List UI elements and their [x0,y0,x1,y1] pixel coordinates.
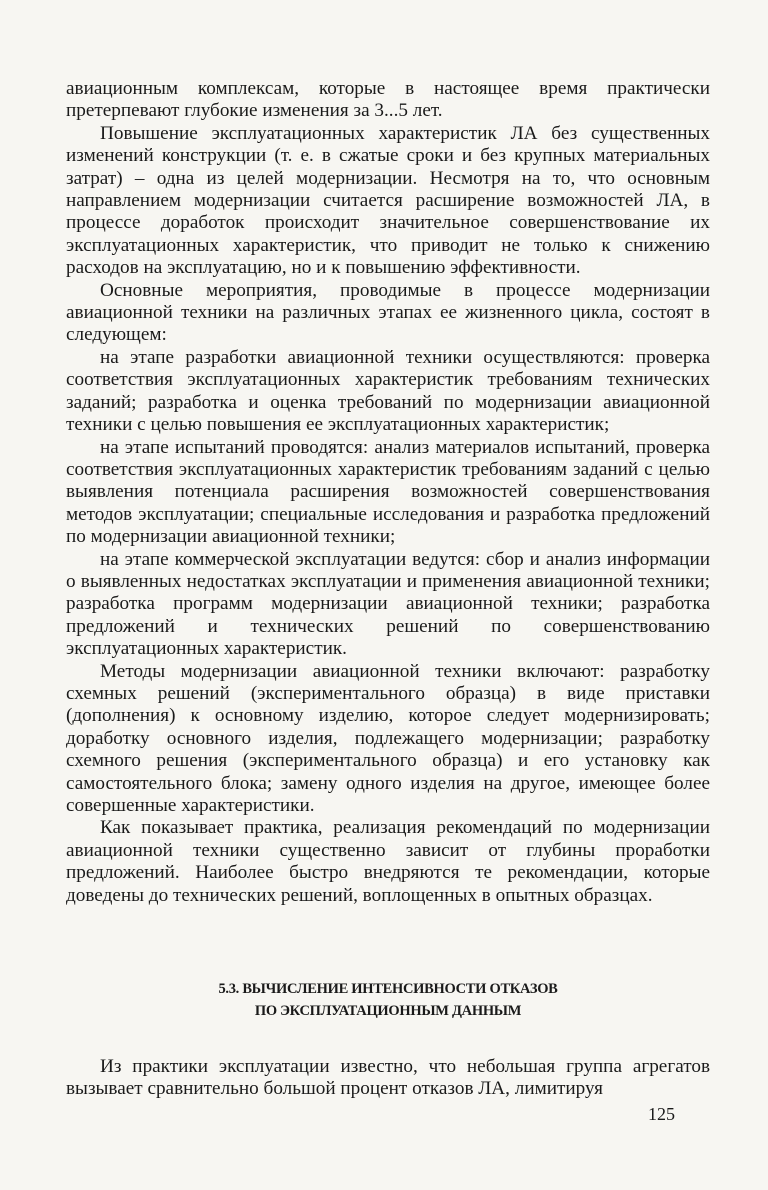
body-text [66,78,710,907]
paragraph-main-measures: Основные мероприятия, проводимые в процессе модернизации авиационной техники на различных этапах ее жизненного цикла, состоят в следующем: [66,279,710,346]
paragraph-continuation: авиационным комплексам, которые в настоящее время практически претерпевают глубокие изменения за 3...5 лет. [66,78,710,122]
list-item-development-stage: на этапе разработки авиационной техники осуществляются: проверка соответствия эксплуатационных характеристик требованиям технических заданий; разработка и оценка требований по модернизации авиационной техники с целью повышения ее эксплуатационных характеристик; [66,346,710,436]
list-item-commercial-stage: на этапе коммерческой эксплуатации ведутся: сбор и анализ информации о выявленных недостатках эксплуатации и применения авиационной техники; разработка программ модернизации авиационной техники; разработка предложений и технических решений по совершенствованию эксплуатационных характеристик. [66,548,710,660]
section-heading-line-1: 5.3. ВЫЧИСЛЕНИЕ ИНТЕНСИВНОСТИ ОТКАЗОВ [218,981,558,997]
paragraph-modernization-goal: Повышение эксплуатационных характеристик ЛА без существенных изменений конструкции (т. е. в сжатые сроки и без крупных материальных затрат) – одна из целей модернизации. Несмотря на то, что основным направлением модернизации считается расширение возможностей ЛА, в процессе доработок происходит значительное совершенствование их эксплуатационных характеристик, что приводит не только к снижению расходов на эксплуатацию, но и к повышению эффективности. [66,122,710,279]
list-item-testing-stage: на этапе испытаний проводятся: анализ материалов испытаний, проверка соответствия эксплуатационных характеристик требованиям заданий с целью выявления потенциала расширения возможностей совершенствования методов эксплуатации; специальные исследования и разработка предложений по модернизации авиационной техники; [66,436,710,548]
paragraph-modernization-methods: Методы модернизации авиационной техники включают: разработку схемных решений (экспериментального образца) в виде приставки (дополнения) к основному изделию, которое следует модернизировать; доработку основного изделия, подлежащего модернизации; разработку схемного решения (экспериментального образца) и его установку как самостоятельного блока; замену одного изделия на другое, имеющее более совершенные характеристики. [66,660,710,816]
section-heading-line-2: ПО ЭКСПЛУАТАЦИОННЫМ ДАННЫМ [254,1003,522,1019]
page-number: 125 [648,1104,675,1124]
paragraph-section-intro: Из практики эксплуатации известно, что небольшая группа агрегатов вызывает сравнительно большой процент отказов ЛА, лимитируя [66,1056,710,1100]
section-heading [66,978,710,1022]
paragraph-practice: Как показывает практика, реализация рекомендаций по модернизации авиационной техники существенно зависит от глубины проработки предложений. Наиболее быстро внедряются те рекомендации, которые доведены до технических решений, воплощенных в опытных образцах. [66,817,710,906]
section-body [66,1056,710,1101]
